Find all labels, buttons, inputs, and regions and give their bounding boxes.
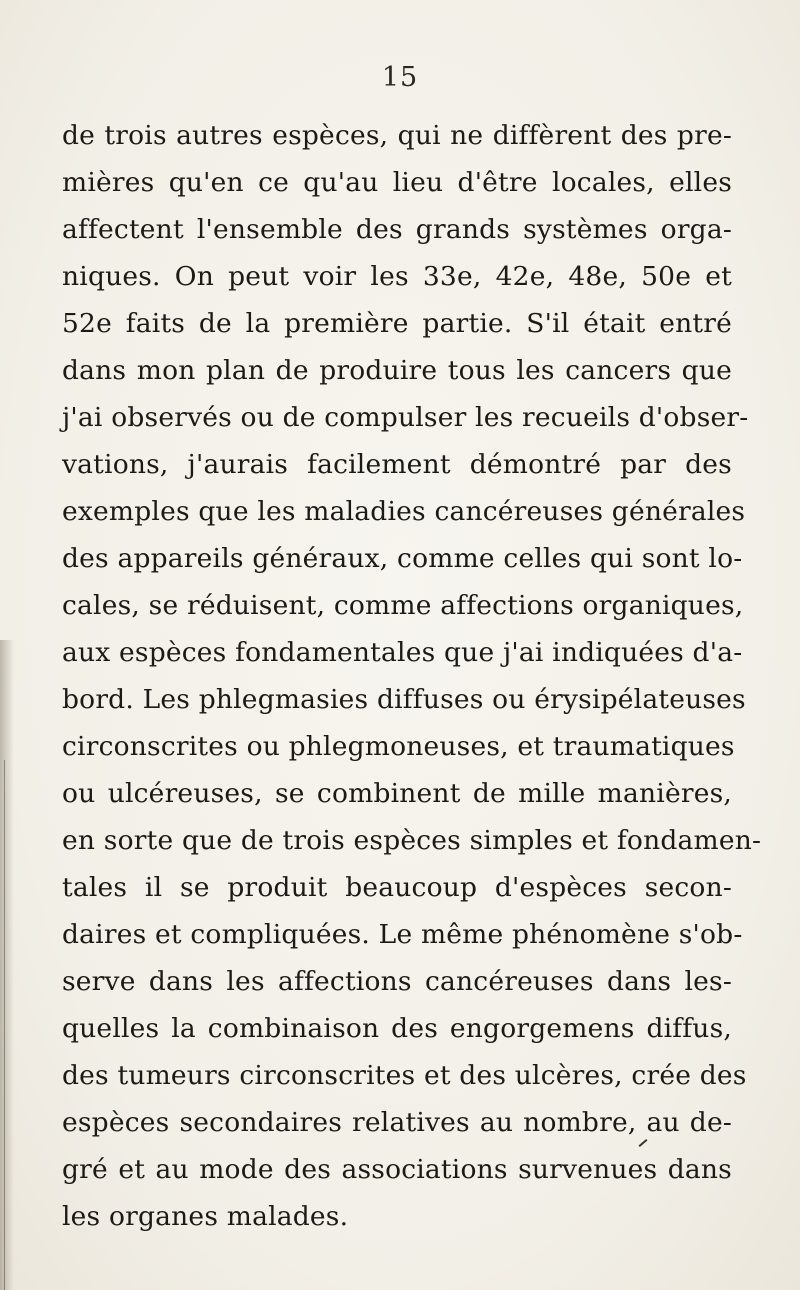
text-line: bord. Les phlegmasies diffuses ou érysipélateuses	[62, 684, 746, 715]
text-line: gré et au mode des associations survenues dans	[62, 1154, 732, 1185]
text-line: les organes malades.	[62, 1201, 349, 1232]
text-line: quelles la combinaison des engorgemens diffus,	[62, 1013, 732, 1044]
text-line: vations, j'aurais facilement démontré par des	[62, 449, 732, 480]
text-line: serve dans les affections cancéreuses dans les-	[62, 966, 732, 997]
text-line: circonscrites ou phlegmoneuses, et traumatiques	[62, 731, 735, 762]
text-line: affectent l'ensemble des grands systèmes orga-	[62, 214, 732, 245]
text-line: niques. On peut voir les 33e, 42e, 48e, 50e et	[62, 261, 732, 292]
text-line: des tumeurs circonscrites et des ulcères, crée des	[62, 1060, 747, 1091]
text-line: espèces secondaires relatives au nombre, au de-	[62, 1107, 732, 1138]
text-line: aux espèces fondamentales que j'ai indiquées d'a-	[62, 637, 743, 668]
text-line: dans mon plan de produire tous les cancers que	[62, 355, 732, 386]
binding-shadow	[0, 640, 14, 1290]
text-line: daires et compliquées. Le même phénomène s'ob-	[62, 919, 743, 950]
body-text	[62, 112, 762, 1240]
text-line: exemples que les maladies cancéreuses générales	[62, 496, 746, 527]
text-line: des appareils généraux, comme celles qui sont lo-	[62, 543, 743, 574]
text-line: mières qu'en ce qu'au lieu d'être locales, elles	[62, 167, 732, 198]
text-line: de trois autres espèces, qui ne diffèrent des pre-	[62, 120, 732, 151]
binding-edge	[4, 760, 5, 1290]
page-number: 15	[381, 62, 419, 93]
text-line: tales il se produit beaucoup d'espèces secon-	[62, 872, 732, 903]
text-line: 52e faits de la première partie. S'il était entré	[62, 308, 732, 339]
text-line: en sorte que de trois espèces simples et fondamen-	[62, 825, 762, 856]
text-line: cales, se réduisent, comme affections organiques,	[62, 590, 744, 621]
text-line: ou ulcéreuses, se combinent de mille manières,	[62, 778, 732, 809]
text-line: j'ai observés ou de compulser les recueils d'obser-	[62, 402, 749, 433]
